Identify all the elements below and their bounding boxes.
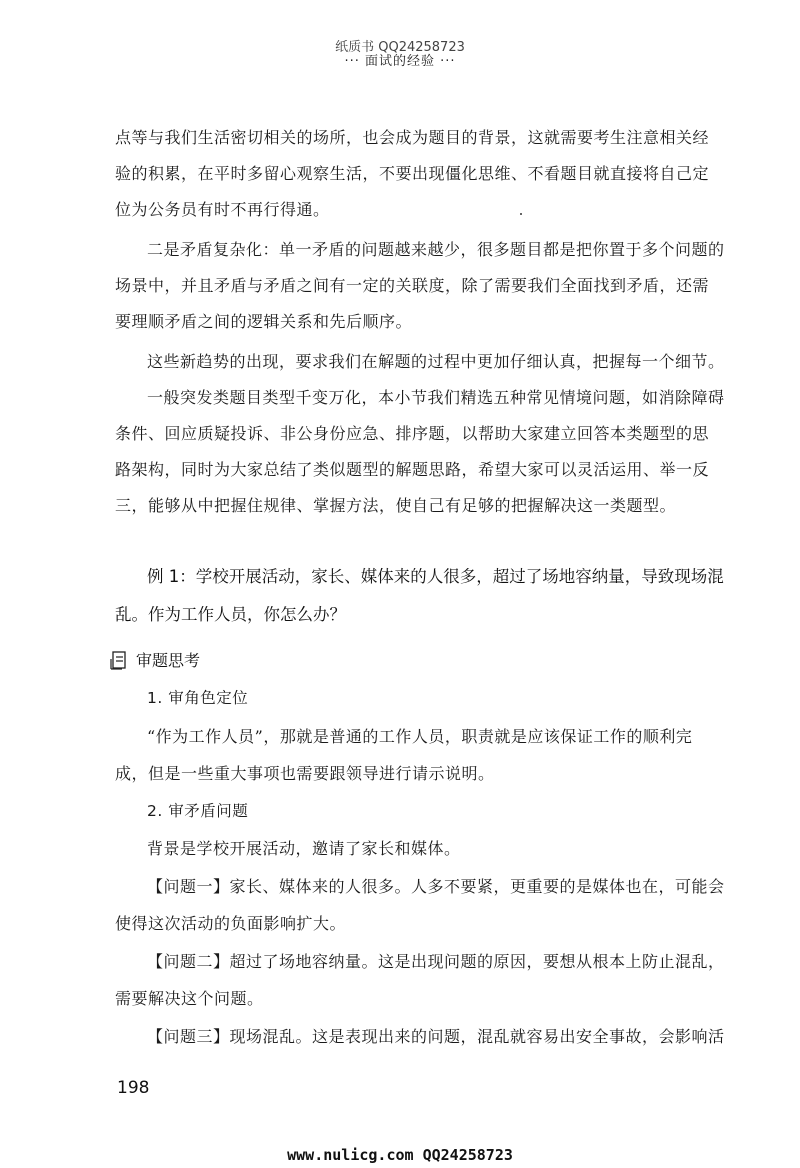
intro-paragraph-4: 一般突发类题目类型千变万化，本小节我们精选五种常见情境问题，如消除障碍条件、回应质疑投诉、非公身份应急、排序题，以帮助大家建立回答本类题型的思路架构，同时为大家总结了类似题型的解题思路，希望大家可以灵活运用、举一反三，能够从中把握住规律、掌握方法，使自己有足够的把握解决这一类题型。 bbox=[115, 388, 725, 515]
notepad-icon bbox=[110, 649, 128, 671]
analysis-heading bbox=[110, 648, 200, 671]
analysis-title: 审题思考 bbox=[136, 651, 201, 670]
background-paragraph: 背景是学校开展活动，邀请了家长和媒体。 bbox=[147, 839, 461, 858]
intro-paragraph-1: 点等与我们生活密切相关的场所，也会成为题目的背景，这就需要考生注意相关经验的积累，在平时多留心观察生活，不要出现僵化思维、不看题目就直接将自己定位为公务员有时不再行得通。 bbox=[115, 128, 710, 219]
running-head: ··· 面试的经验 ··· bbox=[344, 54, 456, 69]
intro-section bbox=[115, 120, 725, 524]
intro-paragraph-3: 这些新趋势的出现，要求我们在解题的过程中更加仔细认真，把握每一个细节。 bbox=[147, 352, 725, 371]
header-watermark: 纸质书 QQ24258723 bbox=[335, 40, 465, 55]
problem-two: 【问题二】超过了场地容纳量。这是出现问题的原因，要想从根本上防止混乱，需要解决这个问题。 bbox=[115, 951, 725, 1008]
problem-one: 【问题一】家长、媒体来的人很多。人多不要紧，更重要的是媒体也在，可能会使得这次活动的负面影响扩大。 bbox=[115, 876, 725, 933]
intro-paragraph-2: 二是矛盾复杂化：单一矛盾的问题越来越少，很多题目都是把你置于多个问题的场景中，并且矛盾与矛盾之间有一定的关联度，除了需要我们全面找到矛盾，还需要理顺矛盾之间的逻辑关系和先后顺序。 bbox=[115, 240, 725, 331]
problem-three: 【问题三】现场混乱。这是表现出来的问题，混乱就容易出安全事故，会影响活 bbox=[147, 1026, 725, 1046]
footer-watermark: www.nulicg.com QQ24258723 bbox=[287, 1146, 513, 1164]
conflict-heading: 2. 审矛盾问题 bbox=[147, 801, 249, 820]
role-heading: 1. 审角色定位 bbox=[147, 689, 249, 707]
scan-speck bbox=[520, 213, 522, 215]
example-question: 例 1：学校开展活动，家长、媒体来的人很多，超过了场地容纳量，导致现场混乱。作为工作人员，你怎么办？ bbox=[115, 567, 724, 624]
analysis-section bbox=[115, 680, 725, 1055]
role-paragraph: “作为工作人员”，那就是普通的工作人员，职责就是应该保证工作的顺利完成，但是一些重大事项也需要跟领导进行请示说明。 bbox=[115, 726, 693, 783]
page-number: 198 bbox=[117, 1078, 150, 1098]
